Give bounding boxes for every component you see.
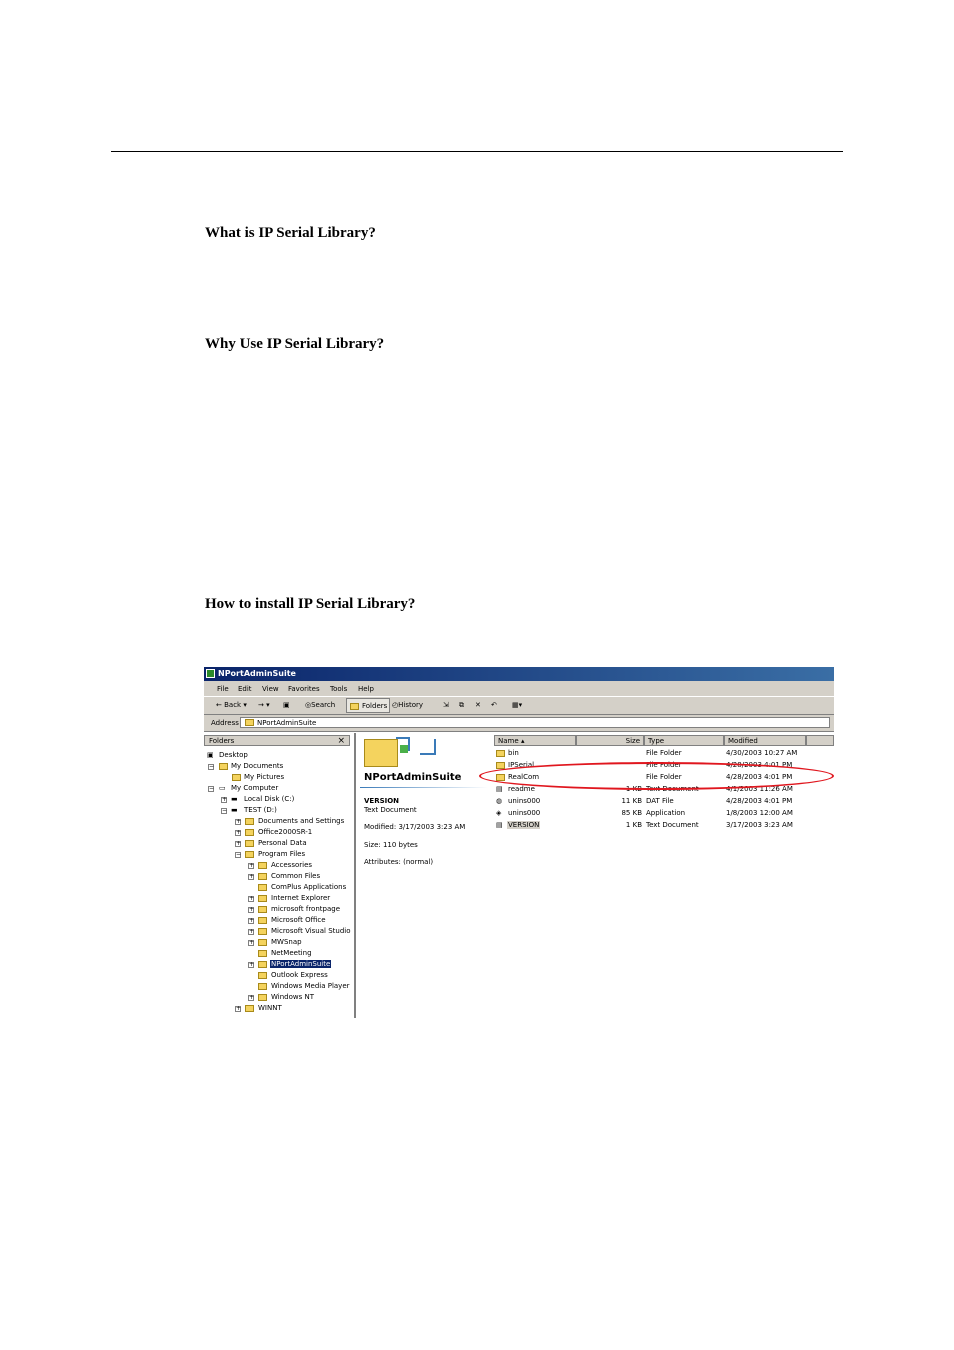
folder-icon (258, 906, 267, 913)
folders-pane (204, 733, 356, 1018)
selected-file-name: VERSION (364, 797, 400, 805)
folder-icon (258, 994, 267, 1001)
tree-item[interactable]: − My Documents (209, 762, 284, 770)
tree-item[interactable]: + Documents and Settings (236, 817, 345, 825)
toolbar (204, 697, 834, 715)
folder-decoration (420, 739, 436, 755)
tree-item[interactable]: + Internet Explorer (249, 894, 331, 902)
expand-icon[interactable]: + (236, 818, 242, 825)
expand-icon[interactable]: + (249, 961, 255, 968)
folder-icon (219, 763, 228, 770)
tree-item[interactable]: + microsoft frontpage (249, 905, 340, 913)
window-title: NPortAdminSuite (218, 669, 296, 678)
expand-icon[interactable]: + (249, 873, 255, 880)
up-folder-icon[interactable]: ▣ (283, 701, 290, 709)
expand-icon[interactable]: + (249, 994, 255, 1001)
undo-icon[interactable]: ↶ (491, 701, 497, 709)
expand-icon[interactable]: + (236, 829, 242, 836)
folder-icon (258, 862, 267, 869)
collapse-icon[interactable]: − (209, 763, 215, 770)
expand-icon[interactable]: + (236, 840, 242, 847)
folder-icon (258, 972, 267, 979)
folder-icon (258, 917, 267, 924)
folder-icon (258, 884, 267, 891)
tree-item[interactable]: My Pictures (204, 773, 354, 784)
tree-item[interactable]: Windows Media Player (204, 982, 354, 993)
tree-item[interactable]: + Microsoft Office (249, 916, 326, 924)
column-header-type[interactable]: Type (644, 735, 724, 746)
folder-icon (258, 873, 267, 880)
collapse-icon[interactable]: − (222, 807, 228, 814)
back-arrow-icon: ← (216, 701, 222, 709)
highlight-ellipse (479, 762, 834, 790)
delete-icon[interactable]: ✕ (475, 701, 481, 709)
tree-item[interactable]: + Accessories (249, 861, 313, 869)
address-label: Address (211, 719, 239, 727)
open-folder-icon (258, 961, 267, 968)
selected-file-size: Size: 110 bytes (364, 841, 418, 849)
folder-icon (258, 928, 267, 935)
app-icon (206, 669, 215, 678)
drive-icon: ▬ (231, 795, 238, 803)
header-rule (111, 151, 843, 152)
heading-what-is: What is IP Serial Library? (205, 225, 376, 241)
expand-icon[interactable]: + (249, 906, 255, 913)
folder-icon (245, 818, 254, 825)
menu-help[interactable]: Help (358, 685, 374, 693)
expand-icon[interactable]: + (249, 939, 255, 946)
table-row[interactable]: ◈ unins000 85 KB Application 1/8/2003 12:00 AM (496, 809, 793, 817)
expand-icon[interactable]: + (249, 917, 255, 924)
table-row[interactable]: ▤ readme 1 KB Text Document 4/1/2003 11:26 AM (496, 785, 793, 793)
expand-icon[interactable]: + (249, 862, 255, 869)
folder-icon (245, 840, 254, 847)
tree-item[interactable]: + MWSnap (249, 938, 302, 946)
forward-button[interactable]: → ▾ (258, 701, 270, 709)
collapse-icon[interactable]: − (236, 851, 242, 858)
tree-item[interactable]: − Program Files (236, 850, 306, 858)
desktop-icon: ▣ (207, 751, 214, 759)
folder-icon (258, 895, 267, 902)
heading-why-use: Why Use IP Serial Library? (205, 336, 385, 352)
tree-item[interactable]: − ▬ TEST (D:) (222, 806, 277, 814)
expand-icon[interactable]: + (236, 1005, 242, 1012)
views-icon[interactable]: ▦▾ (512, 701, 523, 709)
table-row[interactable]: RealCom File Folder 4/28/2003 4:01 PM (494, 773, 824, 784)
menu-bar (204, 681, 834, 697)
folders-icon (350, 702, 359, 710)
folder-title: NPortAdminSuite (364, 772, 462, 783)
tree-item-selected[interactable]: + NPortAdminSuite (249, 960, 331, 968)
expand-icon[interactable]: + (249, 928, 255, 935)
heading-how-to-install: How to install IP Serial Library? (205, 596, 416, 612)
text-document-icon: ▤ (496, 785, 503, 793)
search-button[interactable]: ◎Search (305, 701, 336, 709)
tree-item[interactable]: + WINNT (236, 1004, 282, 1012)
folder-icon (245, 851, 254, 858)
tree-item[interactable]: Outlook Express (204, 971, 354, 982)
folder-icon (258, 950, 267, 957)
text-document-icon: ▤ (496, 821, 503, 829)
forward-arrow-icon: → (258, 701, 264, 709)
folder-icon (245, 1005, 254, 1012)
drive-icon: ▬ (231, 806, 238, 814)
explorer-screenshot (204, 667, 834, 1018)
folder-icon (258, 983, 267, 990)
selected-file-modified: Modified: 3/17/2003 3:23 AM (364, 823, 466, 831)
folders-pane-header: Folders × (204, 735, 350, 746)
search-icon: ◎ (305, 701, 312, 709)
application-icon: ◈ (496, 809, 502, 817)
folder-icon (245, 829, 254, 836)
table-row-selected[interactable]: ▤ VERSION 1 KB Text Document 3/17/2003 3:23 AM (496, 821, 793, 829)
collapse-icon[interactable]: − (209, 785, 215, 792)
history-button[interactable]: ◴History (392, 701, 424, 709)
column-header-name[interactable]: Name ▴ (494, 735, 576, 746)
back-button[interactable]: ← Back ▾ (216, 701, 247, 709)
address-bar (204, 715, 834, 732)
column-header-filler (806, 735, 834, 746)
column-header-modified[interactable]: Modified (724, 735, 806, 746)
menu-view[interactable]: View (262, 685, 279, 693)
folders-button[interactable]: Folders (346, 698, 390, 713)
history-icon: ◴ (392, 701, 399, 709)
title-bar (204, 667, 834, 681)
table-row[interactable]: bin File Folder 4/30/2003 10:27 AM (494, 749, 824, 760)
computer-icon: ▭ (219, 784, 226, 792)
tree-item[interactable]: ComPlus Applications (204, 883, 354, 894)
tree-item[interactable]: NetMeeting (204, 949, 354, 960)
tree-item[interactable]: + Personal Data (236, 839, 307, 847)
tree-item[interactable]: + Microsoft Visual Studio (249, 927, 351, 935)
menu-tools[interactable]: Tools (330, 685, 348, 693)
tree-item[interactable]: + Windows NT (249, 993, 314, 1001)
address-input[interactable]: NPortAdminSuite (240, 717, 830, 728)
sort-ascending-icon: ▴ (521, 737, 525, 745)
tree-item[interactable]: − ▭ My Computer (209, 784, 279, 792)
table-row[interactable]: IPSerial File Folder 4/28/2003 4:01 PM (494, 761, 824, 772)
tree-item[interactable]: + ▬ Local Disk (C:) (222, 795, 295, 803)
folder-icon (245, 719, 254, 726)
menu-edit[interactable]: Edit (238, 685, 252, 693)
tree-item[interactable]: ▣ Desktop (207, 751, 248, 759)
folder-icon (232, 774, 241, 781)
table-row[interactable]: ◍ unins000 11 KB DAT File 4/28/2003 4:01 PM (496, 797, 793, 805)
expand-icon[interactable]: + (222, 796, 228, 803)
expand-icon[interactable]: + (249, 895, 255, 902)
column-header-size[interactable]: Size (576, 735, 644, 746)
copy-to-icon[interactable]: ⧉ (459, 701, 464, 709)
folder-icon (496, 750, 505, 757)
selected-file-attributes: Attributes: (normal) (364, 858, 434, 866)
move-to-icon[interactable]: ⇲ (443, 701, 449, 709)
tree-item[interactable]: + Common Files (249, 872, 321, 880)
title-underline (360, 787, 488, 788)
menu-favorites[interactable]: Favorites (288, 685, 320, 693)
close-icon[interactable]: × (337, 736, 345, 746)
tree-item[interactable]: + Office2000SR-1 (236, 828, 313, 836)
menu-file[interactable]: File (217, 685, 229, 693)
folder-icon (258, 939, 267, 946)
dat-file-icon: ◍ (496, 797, 503, 805)
large-folder-icon (364, 739, 398, 767)
selected-file-type: Text Document (364, 806, 417, 814)
folder-decoration (400, 745, 408, 753)
